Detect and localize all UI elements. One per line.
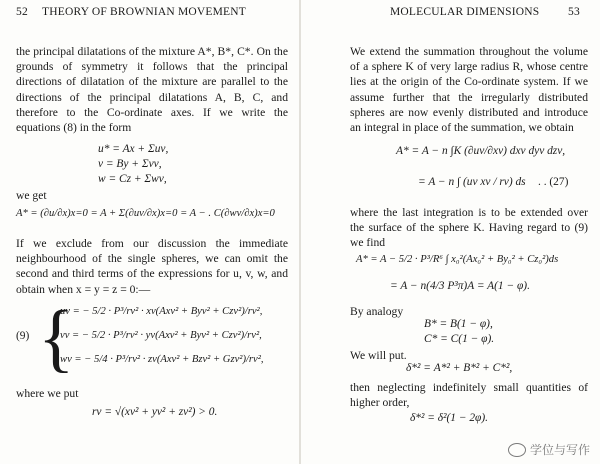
running-head-right: MOLECULAR DIMENSIONS xyxy=(390,6,540,18)
left-paragraph-2: If we exclude from our discussion the immediate neighbourhood of the single spheres, we can omit the second and third terms of the expressions for u, v, w, and obtain when x = y = z = 0:— xyxy=(16,237,288,296)
system-equation-u: uν = − 5/2 · P³/rν² · xν(Axν² + Byν² + Czν²)/rν², xyxy=(60,306,263,317)
equation-delta: δ*² = A*² + B*² + C*², xyxy=(406,362,513,374)
system-equation-w: wν = − 5/4 · P³/rν² · zν(Axν² + Bzν² + Gzν²)/rν², xyxy=(60,354,264,365)
we-will-put-text: We will put. xyxy=(350,349,407,362)
page-number-right: 53 xyxy=(568,6,580,18)
equation-w: w = Cz + Σwν, xyxy=(98,173,167,185)
watermark-text: 学位与写作 xyxy=(529,443,590,457)
equation-integral-2: = A − n ∫ (uν xν / rν) ds xyxy=(418,176,526,188)
watermark xyxy=(508,441,590,458)
by-analogy-text: By analogy xyxy=(350,305,404,318)
we-get-text: we get xyxy=(16,189,47,202)
equation-astar-result: = A − n(4/3 P³π)A = A(1 − φ). xyxy=(390,280,530,292)
equation-integral-1: A* = A − n ∫K (∂uν/∂xν) dxν dyν dzν, xyxy=(396,145,566,157)
equation-v: v = By + Σvν, xyxy=(98,158,162,170)
right-paragraph-1: We extend the summation throughout the volume of a sphere K of very large radius R, whose centre lies at the origin of the Co-ordinate system. If we assume further that the irregularly distributed spheres are now evenly distributed and introduce an integral in place of the summation, we obtain xyxy=(350,45,588,135)
equation-cstar: C* = C(1 − φ). xyxy=(424,333,495,345)
where-we-put-text: where we put xyxy=(16,387,79,400)
right-paragraph-3: then neglecting indefinitely small quantities of higher order, xyxy=(350,381,588,410)
equation-delta-2: δ*² = δ²(1 − 2φ). xyxy=(410,412,489,424)
system-equation-v: vν = − 5/2 · P³/rν² · yν(Axν² + Byν² + Czν²)/rν², xyxy=(60,330,262,341)
equation-astar-integral: A* = A − 5/2 · P³/R⁶ ∫ x₀²(Ax₀² + By₀² + Cz₀²)ds xyxy=(356,254,559,265)
running-head-left: THEORY OF BROWNIAN MOVEMENT xyxy=(42,6,246,18)
page-number-left: 52 xyxy=(16,6,28,18)
equation-number-27: . . (27) xyxy=(538,176,569,188)
equation-r: rν = √(xν² + yν² + zν²) > 0. xyxy=(92,406,218,418)
right-page xyxy=(300,0,600,464)
system-brace: { xyxy=(38,296,75,380)
equation-bstar: B* = B(1 − φ), xyxy=(424,318,493,330)
right-paragraph-2: where the last integration is to be extended over the surface of the sphere K. Having regard to (9) we find xyxy=(350,206,588,250)
wechat-icon xyxy=(508,443,526,457)
equation-astar: A* = (∂u/∂x)x=0 = A + Σ(∂uν/∂x)x=0 = A − . C(∂wν/∂x)x=0 xyxy=(16,208,275,219)
left-paragraph-1: the principal dilatations of the mixture A*, B*, C*. On the grounds of symmetry it follows that the principal directions of dilatation of the mixture are parallel to the directions of the principal dilatations A, B, C, and therefore to the Co-ordinate axes. If we write the equations (8) in the form xyxy=(16,45,288,135)
equation-u: u* = Ax + Σuν, xyxy=(98,143,169,155)
system-label: (9) xyxy=(16,330,30,342)
